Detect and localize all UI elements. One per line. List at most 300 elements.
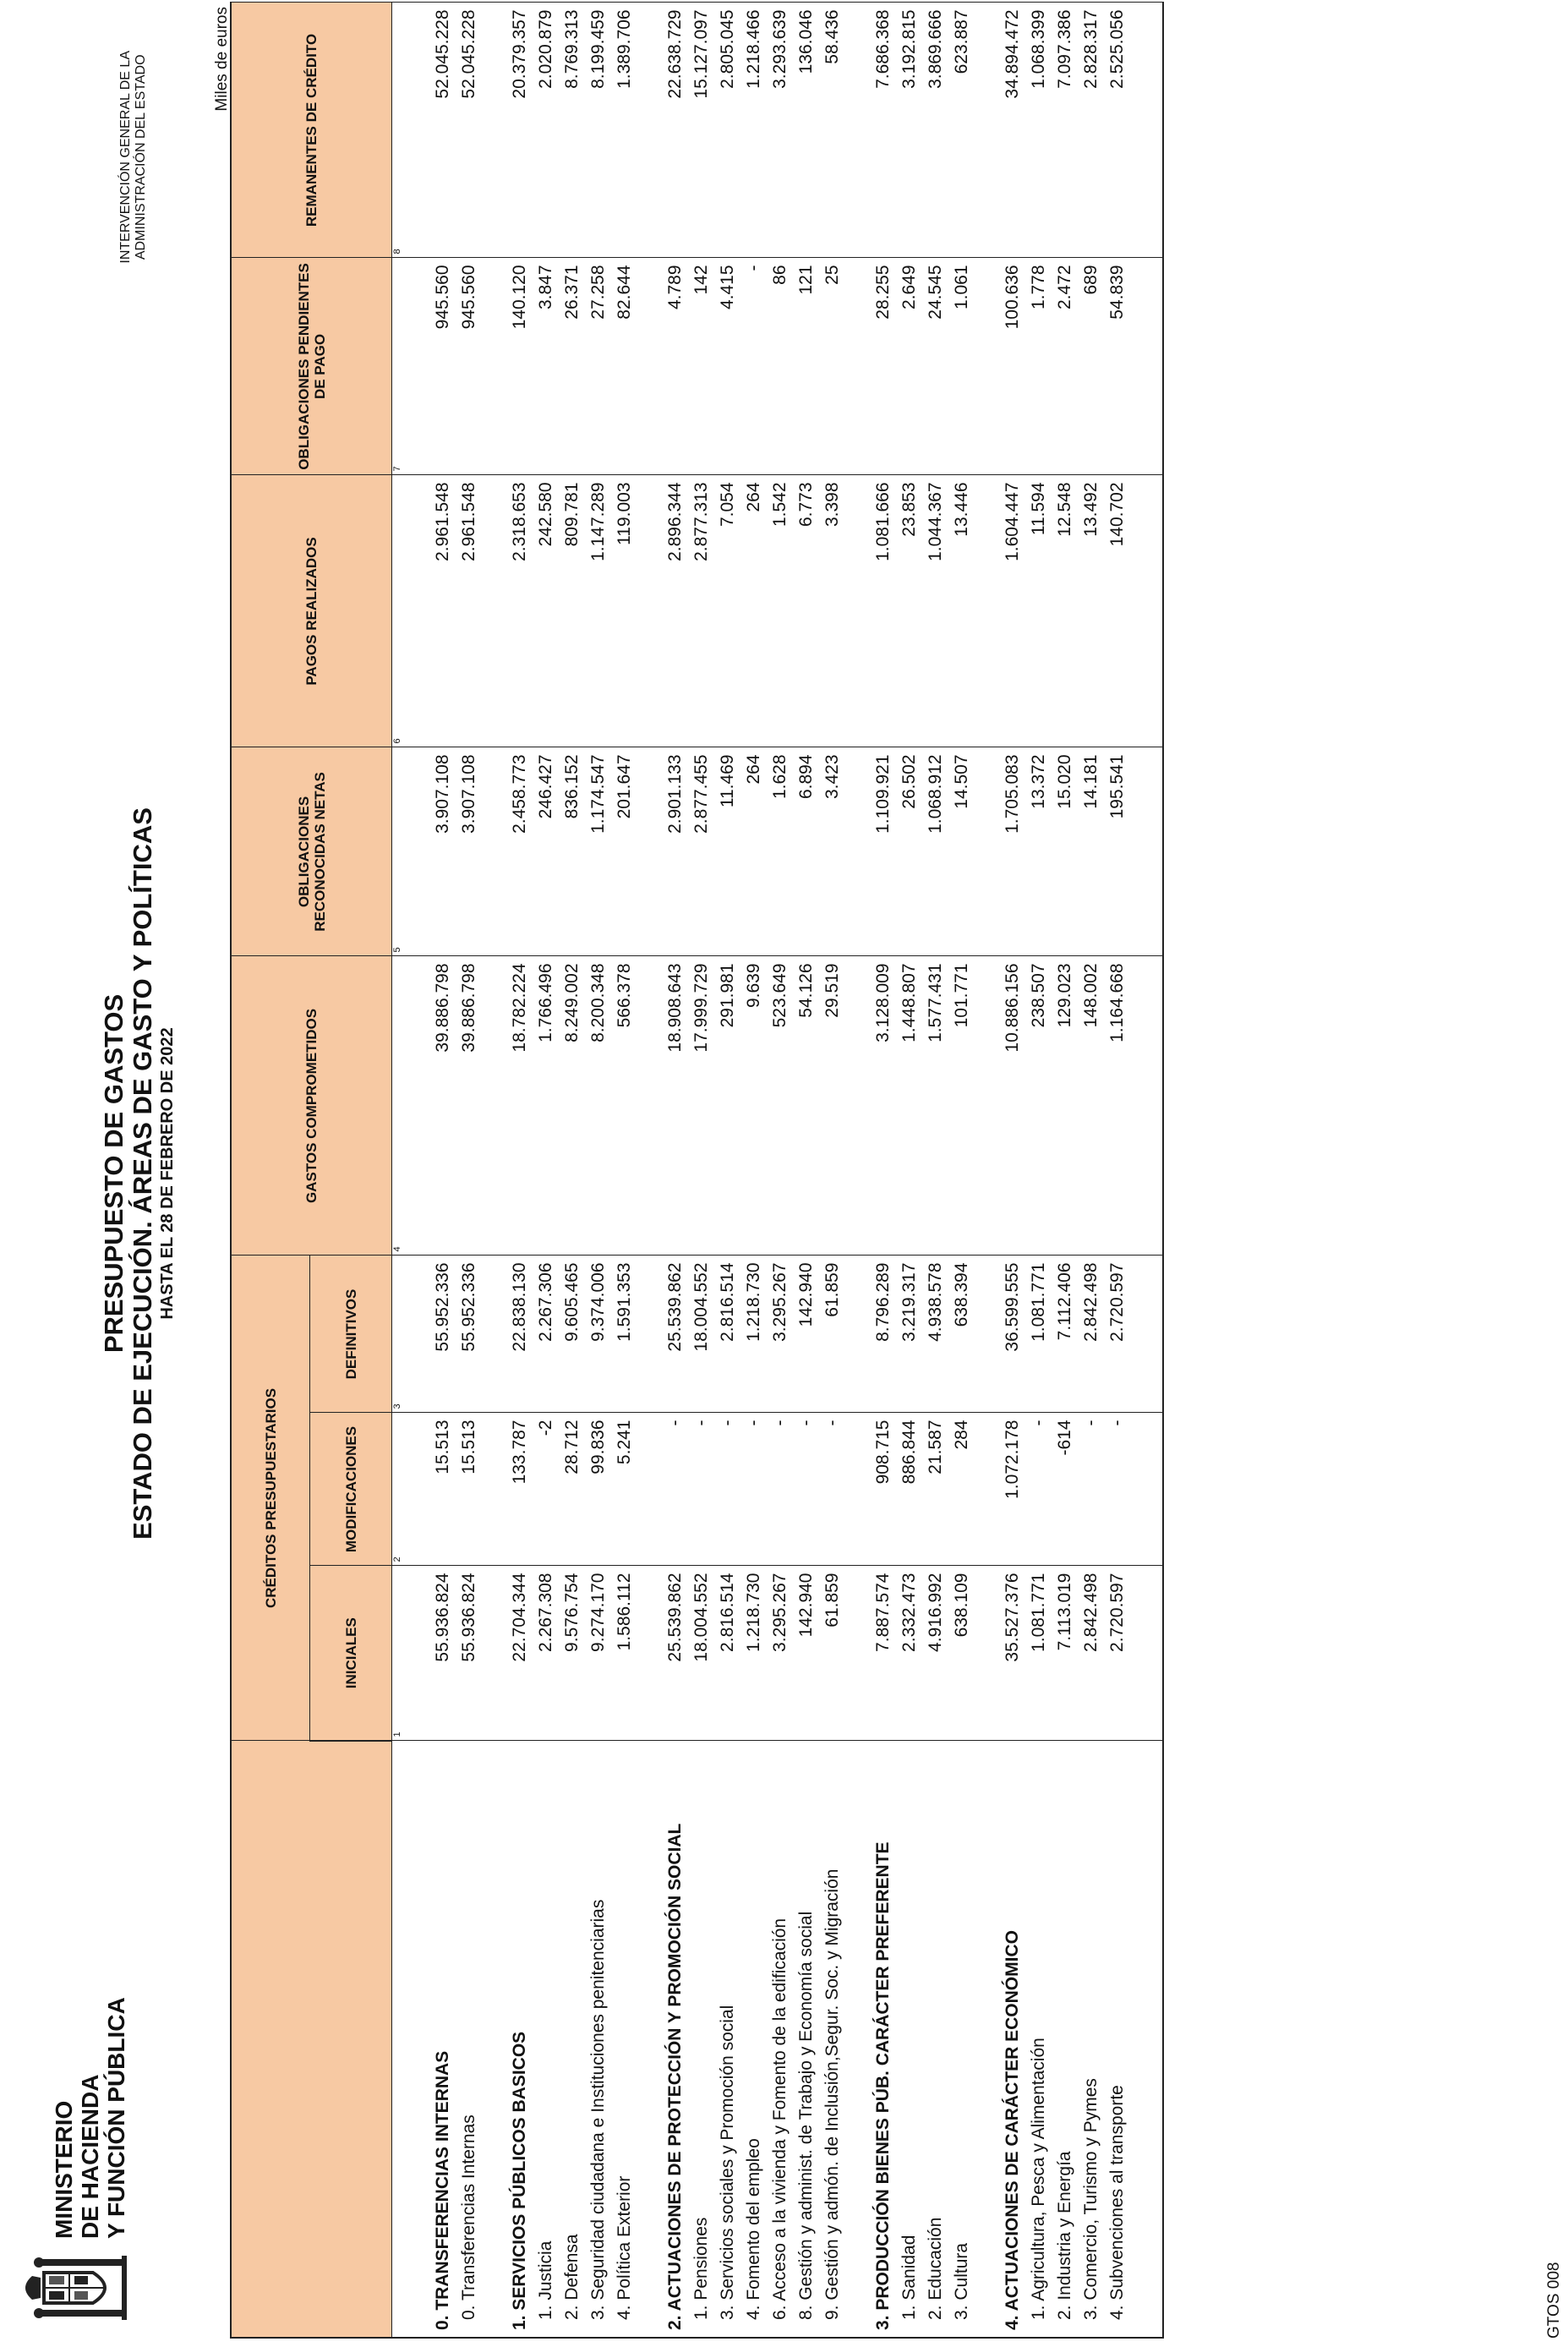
value-cell: 142.940 xyxy=(793,1566,819,1741)
value-cell: 264 xyxy=(740,747,767,956)
spacer-cell xyxy=(405,3,429,258)
document-title xyxy=(100,0,178,2347)
value-cell: 2.842.498 xyxy=(1078,1566,1104,1741)
section-row xyxy=(506,3,533,2338)
value-cell: 2.896.344 xyxy=(662,475,688,747)
row-label: 6. Acceso a la vivienda y Fomento de la edificación xyxy=(767,1741,793,2338)
value-cell: 2.816.514 xyxy=(714,1566,740,1741)
value-cell: - xyxy=(662,1413,688,1566)
value-cell: 8.769.313 xyxy=(559,3,585,258)
value-cell: 3.295.267 xyxy=(767,1566,793,1741)
value-cell: 2.961.548 xyxy=(429,475,456,747)
spacer-cell xyxy=(637,258,662,475)
spacer-cell xyxy=(637,1413,662,1566)
value-cell: 1.068.912 xyxy=(922,747,948,956)
value-cell: 638.109 xyxy=(948,1566,975,1741)
row-label: 4. Fomento del empleo xyxy=(740,1741,767,2338)
value-cell: 25 xyxy=(819,258,845,475)
value-cell: 1.766.496 xyxy=(533,956,559,1256)
item-row xyxy=(819,3,845,2338)
value-cell: 23.853 xyxy=(896,475,922,747)
value-cell: 8.796.289 xyxy=(870,1256,896,1413)
value-cell: 1.705.083 xyxy=(999,747,1025,956)
spacer-cell xyxy=(482,3,506,258)
value-cell: - xyxy=(714,1413,740,1566)
value-cell: 13.372 xyxy=(1025,747,1052,956)
value-cell: 886.844 xyxy=(896,1413,922,1566)
value-cell: 7.054 xyxy=(714,475,740,747)
value-cell: 1.109.921 xyxy=(870,747,896,956)
spacer-cell xyxy=(975,1566,999,1741)
value-cell: 100.636 xyxy=(999,258,1025,475)
value-cell: - xyxy=(1078,1413,1104,1566)
value-cell: 2.649 xyxy=(896,258,922,475)
section-row xyxy=(662,3,688,2338)
value-cell: 55.952.336 xyxy=(456,1256,482,1413)
value-cell: 9.374.006 xyxy=(585,1256,611,1413)
value-cell: 8.200.348 xyxy=(585,956,611,1256)
value-cell: 1.628 xyxy=(767,747,793,956)
title-line-1: PRESUPUESTO DE GASTOS xyxy=(99,993,128,1354)
column-number-row xyxy=(392,3,406,2338)
value-cell: 908.715 xyxy=(870,1413,896,1566)
value-cell: 17.999.729 xyxy=(688,956,714,1256)
spacer-cell xyxy=(975,1413,999,1566)
header-definitivos: DEFINITIVOS xyxy=(310,1256,392,1413)
spacer-cell xyxy=(482,1413,506,1566)
execution-table xyxy=(230,2,1164,2339)
value-cell: 1.072.178 xyxy=(999,1413,1025,1566)
item-row xyxy=(714,3,740,2338)
value-cell: 136.046 xyxy=(793,3,819,258)
header-gastos-comprometidos: GASTOS COMPROMETIDOS xyxy=(231,956,392,1256)
value-cell: 9.274.170 xyxy=(585,1566,611,1741)
spacer-cell xyxy=(845,1741,870,2338)
value-cell: - xyxy=(740,258,767,475)
spacer-cell xyxy=(637,1566,662,1741)
header-creditos-presupuestarios: CRÉDITOS PRESUPUESTARIOS xyxy=(231,1256,310,1741)
value-cell: 945.560 xyxy=(429,258,456,475)
spacer-row xyxy=(637,3,662,2338)
value-cell: 18.004.552 xyxy=(688,1566,714,1741)
spacer-cell xyxy=(845,3,870,258)
spacer-cell xyxy=(1130,1256,1163,1413)
table-body xyxy=(392,3,1164,2338)
spacer-cell xyxy=(637,3,662,258)
value-cell: 2.525.056 xyxy=(1104,3,1130,258)
header-obligaciones-pendientes: OBLIGACIONES PENDIENTES DE PAGO xyxy=(231,258,392,475)
value-cell: 945.560 xyxy=(456,258,482,475)
spacer-cell xyxy=(845,1413,870,1566)
value-cell: 1.604.447 xyxy=(999,475,1025,747)
row-label: 0. Transferencias Internas xyxy=(456,1741,482,2338)
item-row xyxy=(948,3,975,2338)
value-cell: 28.712 xyxy=(559,1413,585,1566)
column-number: 7 xyxy=(392,258,406,475)
header-modificaciones: MODIFICACIONES xyxy=(310,1413,392,1566)
value-cell: - xyxy=(819,1413,845,1566)
value-cell: 2.877.455 xyxy=(688,747,714,956)
value-cell: - xyxy=(740,1413,767,1566)
spacer-cell xyxy=(1130,258,1163,475)
title-line-3: HASTA EL 28 DE FEBRERO DE 2022 xyxy=(158,1027,177,1320)
value-cell: 18.004.552 xyxy=(688,1256,714,1413)
value-cell: 39.886.798 xyxy=(429,956,456,1256)
item-row xyxy=(1104,3,1130,2338)
value-cell: 11.594 xyxy=(1025,475,1052,747)
value-cell: 291.981 xyxy=(714,956,740,1256)
value-cell: 3.907.108 xyxy=(429,747,456,956)
value-cell: 58.436 xyxy=(819,3,845,258)
row-label: 1. Pensiones xyxy=(688,1741,714,2338)
spacer-cell xyxy=(405,1413,429,1566)
value-cell: 25.539.862 xyxy=(662,1566,688,1741)
value-cell: 129.023 xyxy=(1052,956,1078,1256)
value-cell: 1.081.771 xyxy=(1025,1566,1052,1741)
value-cell: 238.507 xyxy=(1025,956,1052,1256)
value-cell: - xyxy=(1104,1413,1130,1566)
value-cell: 2.458.773 xyxy=(506,747,533,956)
item-row xyxy=(456,3,482,2338)
section-row xyxy=(429,3,456,2338)
spacer-cell xyxy=(637,956,662,1256)
value-cell: 140.702 xyxy=(1104,475,1130,747)
spacer-cell xyxy=(637,747,662,956)
row-label: 3. Comercio, Turismo y Pymes xyxy=(1078,1741,1104,2338)
value-cell: 2.020.879 xyxy=(533,3,559,258)
title-line-2: ESTADO DE EJECUCIÓN. ÁREAS DE GASTO Y POLÍTICAS xyxy=(128,807,157,1540)
value-cell: 2.901.133 xyxy=(662,747,688,956)
value-cell: 1.081.666 xyxy=(870,475,896,747)
value-cell: 29.519 xyxy=(819,956,845,1256)
value-cell: 1.218.466 xyxy=(740,3,767,258)
row-label: 1. SERVICIOS PÚBLICOS BASICOS xyxy=(506,1741,533,2338)
spacer-cell xyxy=(482,258,506,475)
value-cell: 61.859 xyxy=(819,1256,845,1413)
spacer-cell xyxy=(405,747,429,956)
value-cell: 18.908.643 xyxy=(662,956,688,1256)
spacer-cell xyxy=(975,956,999,1256)
value-cell: 26.502 xyxy=(896,747,922,956)
value-cell: 1.174.547 xyxy=(585,747,611,956)
value-cell: 8.249.002 xyxy=(559,956,585,1256)
row-label: 2. Industria y Energía xyxy=(1052,1741,1078,2338)
value-cell: - xyxy=(793,1413,819,1566)
value-cell: 2.877.313 xyxy=(688,475,714,747)
value-cell: 3.423 xyxy=(819,747,845,956)
spacer-cell xyxy=(482,1256,506,1413)
spacer-cell xyxy=(482,475,506,747)
value-cell: 140.120 xyxy=(506,258,533,475)
value-cell: 82.644 xyxy=(611,258,637,475)
value-cell: 8.199.459 xyxy=(585,3,611,258)
value-cell: 1.586.112 xyxy=(611,1566,637,1741)
spacer-row xyxy=(1130,3,1163,2338)
value-cell: 14.507 xyxy=(948,747,975,956)
item-row xyxy=(922,3,948,2338)
value-cell: 25.539.862 xyxy=(662,1256,688,1413)
spacer-cell xyxy=(637,1741,662,2338)
spacer-cell xyxy=(482,1566,506,1741)
value-cell: 623.887 xyxy=(948,3,975,258)
value-cell: 201.647 xyxy=(611,747,637,956)
value-cell: 21.587 xyxy=(922,1413,948,1566)
value-cell: 1.061 xyxy=(948,258,975,475)
spacer-row xyxy=(482,3,506,2338)
spacer-cell xyxy=(405,1566,429,1741)
value-cell: 7.113.019 xyxy=(1052,1566,1078,1741)
value-cell: 284 xyxy=(948,1413,975,1566)
spacer-cell xyxy=(637,1256,662,1413)
spacer-row xyxy=(975,3,999,2338)
value-cell: 15.020 xyxy=(1052,747,1078,956)
ministry-line: DE HACIENDA xyxy=(77,2074,103,2239)
row-label: 3. Seguridad ciudadana e Instituciones penitenciarias xyxy=(585,1741,611,2338)
value-cell: 1.778 xyxy=(1025,258,1052,475)
value-cell: 52.045.228 xyxy=(429,3,456,258)
column-number: 2 xyxy=(392,1413,406,1566)
item-row xyxy=(611,3,637,2338)
value-cell: 1.164.668 xyxy=(1104,956,1130,1256)
spacer-row xyxy=(405,3,429,2338)
value-cell: 9.605.465 xyxy=(559,1256,585,1413)
row-label: 9. Gestión y admón. de Inclusión,Segur. Soc. y Migración xyxy=(819,1741,845,2338)
item-row xyxy=(767,3,793,2338)
value-cell: 809.781 xyxy=(559,475,585,747)
value-cell: 2.720.597 xyxy=(1104,1566,1130,1741)
spacer-cell xyxy=(482,1741,506,2338)
value-cell: 3.907.108 xyxy=(456,747,482,956)
row-label: 1. Agricultura, Pesca y Alimentación xyxy=(1025,1741,1052,2338)
value-cell: 34.894.472 xyxy=(999,3,1025,258)
header-remanentes: REMANENTES DE CRÉDITO xyxy=(231,3,392,258)
issuer-line-2: ADMINISTRACIÓN DEL ESTADO xyxy=(134,54,148,260)
value-cell: 1.147.289 xyxy=(585,475,611,747)
row-label: 3. PRODUCCIÓN BIENES PÚB. CARÁCTER PREFERENTE xyxy=(870,1741,896,2338)
value-cell: 28.255 xyxy=(870,258,896,475)
value-cell: 24.545 xyxy=(922,258,948,475)
value-cell: 246.427 xyxy=(533,747,559,956)
value-cell: 52.045.228 xyxy=(456,3,482,258)
value-cell: 3.128.009 xyxy=(870,956,896,1256)
row-label: 3. Cultura xyxy=(948,1741,975,2338)
header-obligaciones-reconocidas: OBLIGACIONES RECONOCIDAS NETAS xyxy=(231,747,392,956)
value-cell: 523.649 xyxy=(767,956,793,1256)
item-row xyxy=(793,3,819,2338)
value-cell: 142.940 xyxy=(793,1256,819,1413)
item-row xyxy=(533,3,559,2338)
value-cell: 119.003 xyxy=(611,475,637,747)
value-cell: 1.542 xyxy=(767,475,793,747)
value-cell: 99.836 xyxy=(585,1413,611,1566)
row-label: 4. Subvenciones al transporte xyxy=(1104,1741,1130,2338)
row-label: 8. Gestión y administ. de Trabajo y Economía social xyxy=(793,1741,819,2338)
item-row xyxy=(585,3,611,2338)
value-cell: 142 xyxy=(688,258,714,475)
value-cell: 36.599.555 xyxy=(999,1256,1025,1413)
value-cell: 242.580 xyxy=(533,475,559,747)
value-cell: - xyxy=(1025,1413,1052,1566)
value-cell: 3.398 xyxy=(819,475,845,747)
value-cell: 1.218.730 xyxy=(740,1256,767,1413)
column-number-blank xyxy=(392,1741,406,2338)
value-cell: 55.936.824 xyxy=(429,1566,456,1741)
spacer-cell xyxy=(845,1256,870,1413)
spacer-cell xyxy=(975,3,999,258)
value-cell: 1.591.353 xyxy=(611,1256,637,1413)
spacer-cell xyxy=(975,1256,999,1413)
value-cell: 15.127.097 xyxy=(688,3,714,258)
value-cell: 133.787 xyxy=(506,1413,533,1566)
value-cell: 3.192.815 xyxy=(896,3,922,258)
value-cell: 3.293.639 xyxy=(767,3,793,258)
item-row xyxy=(896,3,922,2338)
row-label: 0. TRANSFERENCIAS INTERNAS xyxy=(429,1741,456,2338)
value-cell: 121 xyxy=(793,258,819,475)
spacer-cell xyxy=(845,475,870,747)
item-row xyxy=(1052,3,1078,2338)
value-cell: 836.152 xyxy=(559,747,585,956)
row-label: 1. Justicia xyxy=(533,1741,559,2338)
value-cell: 4.938.578 xyxy=(922,1256,948,1413)
value-cell: 689 xyxy=(1078,258,1104,475)
spacer-cell xyxy=(975,475,999,747)
ministry-line: MINISTERIO xyxy=(51,2100,77,2239)
row-label: 3. Servicios sociales y Promoción social xyxy=(714,1741,740,2338)
row-label: 4. ACTUACIONES DE CARÁCTER ECONÓMICO xyxy=(999,1741,1025,2338)
value-cell: 1.068.399 xyxy=(1025,3,1052,258)
spacer-cell xyxy=(405,956,429,1256)
value-cell: 22.838.130 xyxy=(506,1256,533,1413)
spacer-cell xyxy=(845,956,870,1256)
spacer-row xyxy=(845,3,870,2338)
value-cell: 7.112.406 xyxy=(1052,1256,1078,1413)
value-cell: 1.218.730 xyxy=(740,1566,767,1741)
column-number: 8 xyxy=(392,3,406,258)
value-cell: 26.371 xyxy=(559,258,585,475)
value-cell: 2.318.653 xyxy=(506,475,533,747)
value-cell: 55.936.824 xyxy=(456,1566,482,1741)
value-cell: 195.541 xyxy=(1104,747,1130,956)
value-cell: 27.258 xyxy=(585,258,611,475)
item-row xyxy=(559,3,585,2338)
value-cell: 35.527.376 xyxy=(999,1566,1025,1741)
value-cell: -2 xyxy=(533,1413,559,1566)
spacer-cell xyxy=(1130,3,1163,258)
spacer-cell xyxy=(482,956,506,1256)
value-cell: 2.332.473 xyxy=(896,1566,922,1741)
row-label: 1. Sanidad xyxy=(896,1741,922,2338)
value-cell: - xyxy=(688,1413,714,1566)
value-cell: 15.513 xyxy=(429,1413,456,1566)
spacer-cell xyxy=(975,258,999,475)
spacer-cell xyxy=(1130,1566,1163,1741)
value-cell: - xyxy=(767,1413,793,1566)
spacer-cell xyxy=(1130,747,1163,956)
value-cell: 3.847 xyxy=(533,258,559,475)
value-cell: -614 xyxy=(1052,1413,1078,1566)
spacer-cell xyxy=(975,1741,999,2338)
value-cell: 1.389.706 xyxy=(611,3,637,258)
header-pagos-realizados: PAGOS REALIZADOS xyxy=(231,475,392,747)
header-concept xyxy=(231,1741,392,2338)
spacer-cell xyxy=(405,258,429,475)
value-cell: 14.181 xyxy=(1078,747,1104,956)
spacer-cell xyxy=(405,1256,429,1413)
spacer-cell xyxy=(1130,1741,1163,2338)
value-cell: 2.842.498 xyxy=(1078,1256,1104,1413)
column-number: 5 xyxy=(392,747,406,956)
value-cell: 1.577.431 xyxy=(922,956,948,1256)
value-cell: 12.548 xyxy=(1052,475,1078,747)
value-cell: 22.704.344 xyxy=(506,1566,533,1741)
item-row xyxy=(1025,3,1052,2338)
spacer-cell xyxy=(405,1741,429,2338)
value-cell: 61.859 xyxy=(819,1566,845,1741)
section-row xyxy=(870,3,896,2338)
spacer-cell xyxy=(845,747,870,956)
column-number: 6 xyxy=(392,475,406,747)
value-cell: 4.789 xyxy=(662,258,688,475)
column-number: 4 xyxy=(392,956,406,1256)
value-cell: 10.886.156 xyxy=(999,956,1025,1256)
ministry-line: Y FUNCIÓN PÚBLICA xyxy=(103,1997,129,2239)
value-cell: 1.081.771 xyxy=(1025,1256,1052,1413)
section-row xyxy=(999,3,1025,2338)
value-cell: 3.295.267 xyxy=(767,1256,793,1413)
value-cell: 7.097.386 xyxy=(1052,3,1078,258)
value-cell: 22.638.729 xyxy=(662,3,688,258)
value-cell: 13.446 xyxy=(948,475,975,747)
value-cell: 4.916.992 xyxy=(922,1566,948,1741)
value-cell: 9.576.754 xyxy=(559,1566,585,1741)
value-cell: 566.378 xyxy=(611,956,637,1256)
value-cell: 264 xyxy=(740,475,767,747)
value-cell: 7.686.368 xyxy=(870,3,896,258)
issuer xyxy=(118,51,149,264)
spacer-cell xyxy=(405,475,429,747)
value-cell: 1.448.807 xyxy=(896,956,922,1256)
value-cell: 3.219.317 xyxy=(896,1256,922,1413)
value-cell: 2.472 xyxy=(1052,258,1078,475)
spacer-cell xyxy=(1130,1413,1163,1566)
value-cell: 18.782.224 xyxy=(506,956,533,1256)
value-cell: 9.639 xyxy=(740,956,767,1256)
spacer-cell xyxy=(482,747,506,956)
value-cell: 4.415 xyxy=(714,258,740,475)
column-number: 1 xyxy=(392,1566,406,1741)
value-cell: 2.805.045 xyxy=(714,3,740,258)
value-cell: 638.394 xyxy=(948,1256,975,1413)
value-cell: 2.267.308 xyxy=(533,1566,559,1741)
column-number: 3 xyxy=(392,1256,406,1413)
item-row xyxy=(740,3,767,2338)
value-cell: 15.513 xyxy=(456,1413,482,1566)
row-label: 4. Política Exterior xyxy=(611,1741,637,2338)
header-iniciales: INICIALES xyxy=(310,1566,392,1741)
value-cell: 54.126 xyxy=(793,956,819,1256)
value-cell: 3.869.666 xyxy=(922,3,948,258)
value-cell: 2.720.597 xyxy=(1104,1256,1130,1413)
row-label: 2. Defensa xyxy=(559,1741,585,2338)
value-cell: 2.961.548 xyxy=(456,475,482,747)
value-cell: 86 xyxy=(767,258,793,475)
value-cell: 5.241 xyxy=(611,1413,637,1566)
value-cell: 6.894 xyxy=(793,747,819,956)
item-row xyxy=(1078,3,1104,2338)
row-label: 2. ACTUACIONES DE PROTECCIÓN Y PROMOCIÓN SOCIAL xyxy=(662,1741,688,2338)
spacer-cell xyxy=(975,747,999,956)
